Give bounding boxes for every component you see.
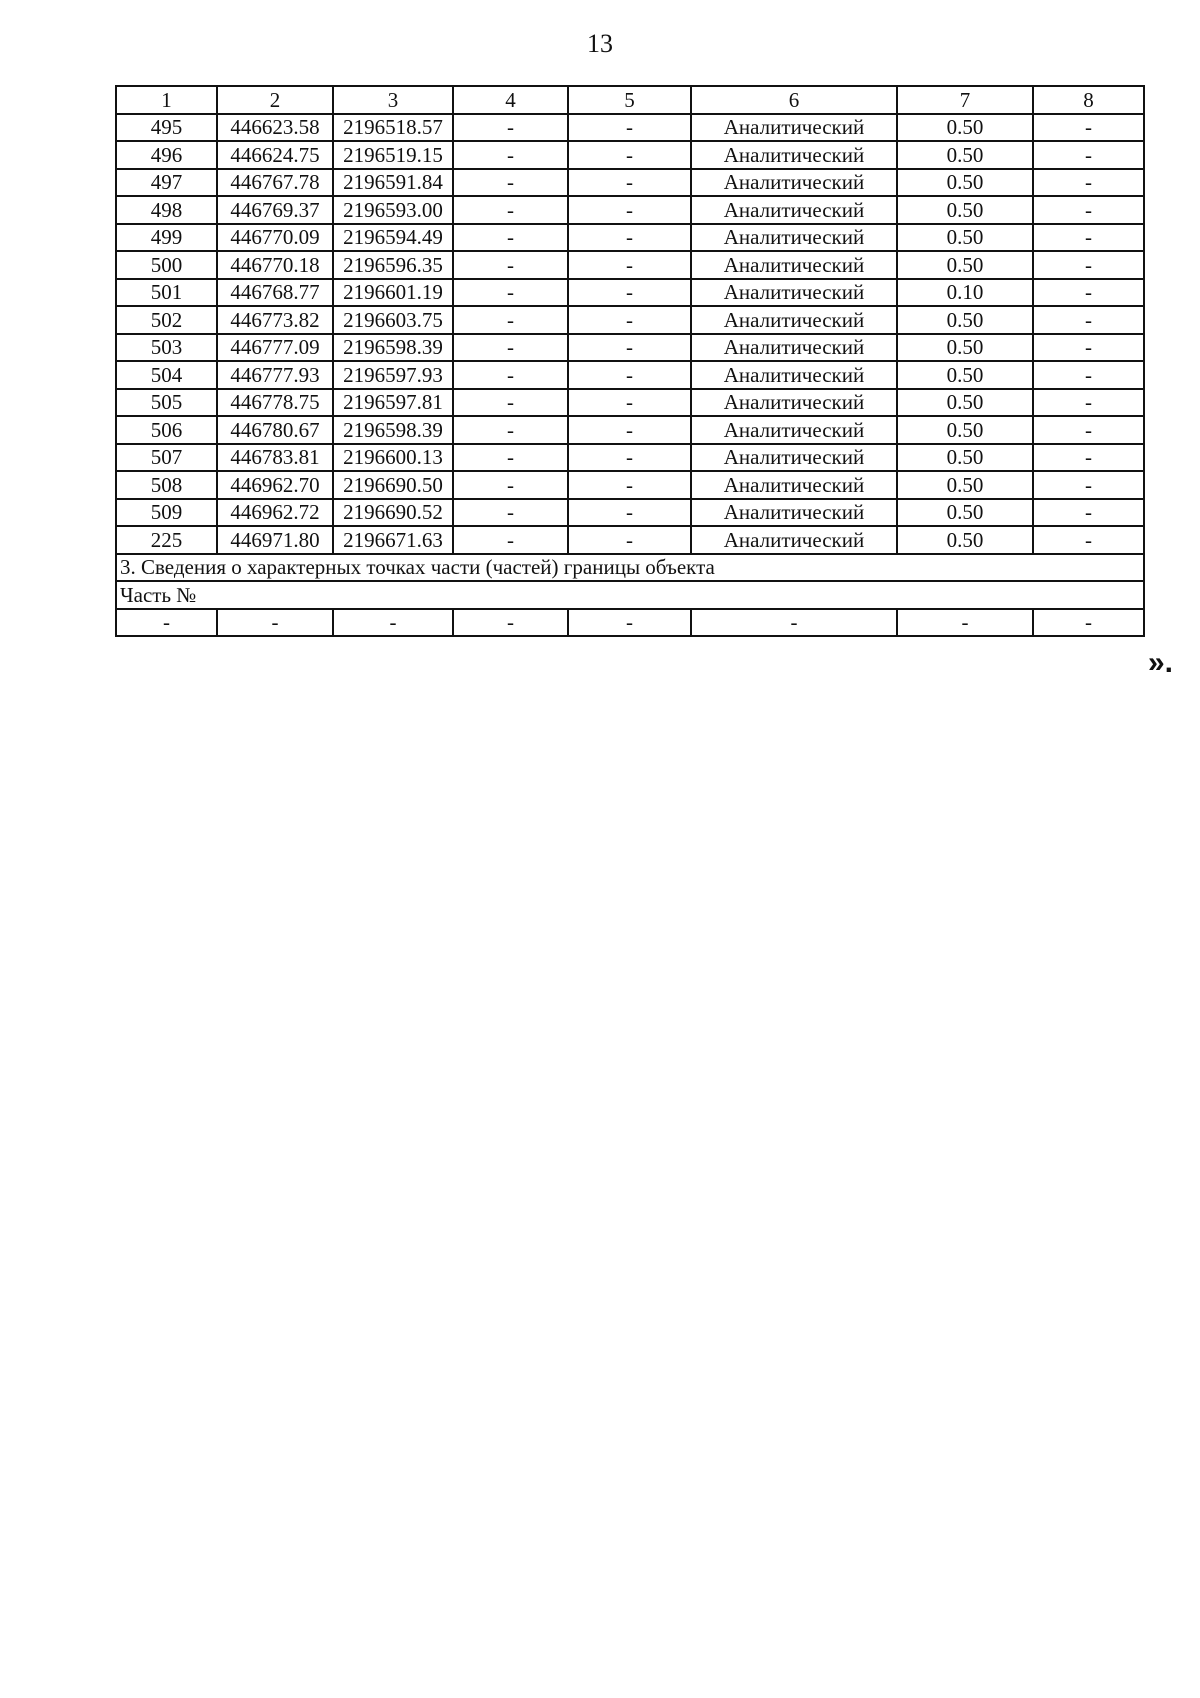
cell-method: Аналитический [691,334,897,362]
cell-point-number: 499 [116,224,217,252]
cell-column-5-value: - [568,334,691,362]
cell-column-8-value: - [1033,416,1144,444]
cell-coordinate-x: - [217,609,333,637]
cell-column-8-value: - [1033,251,1144,279]
cell-point-number: 503 [116,334,217,362]
column-number-5: 5 [568,86,691,114]
cell-column-5-value: - [568,169,691,197]
cell-coordinate-x: 446767.78 [217,169,333,197]
cell-method: Аналитический [691,306,897,334]
cell-coordinate-y: 2196671.63 [333,526,453,554]
table-row [116,306,1144,334]
cell-coordinate-x: 446770.18 [217,251,333,279]
cell-accuracy: 0.50 [897,334,1033,362]
empty-table-row [116,609,1144,637]
cell-point-number: 497 [116,169,217,197]
table-row [116,444,1144,472]
cell-point-number: 509 [116,499,217,527]
cell-accuracy: 0.50 [897,169,1033,197]
column-number-3: 3 [333,86,453,114]
cell-column-4-value: - [453,306,568,334]
cell-coordinate-y: 2196591.84 [333,169,453,197]
cell-coordinate-x: 446962.72 [217,499,333,527]
cell-method: Аналитический [691,416,897,444]
cell-column-4-value: - [453,416,568,444]
table-row [116,169,1144,197]
cell-column-8-value: - [1033,361,1144,389]
cell-point-number: - [116,609,217,637]
table-row [116,251,1144,279]
cell-column-5-value: - [568,416,691,444]
cell-coordinate-y: 2196519.15 [333,141,453,169]
cell-accuracy: 0.50 [897,361,1033,389]
cell-column-4-value: - [453,609,568,637]
cell-coordinate-x: 446783.81 [217,444,333,472]
cell-column-5-value: - [568,251,691,279]
page-number: 13 [587,29,613,58]
table-row [116,416,1144,444]
section-title-row [116,554,1144,582]
cell-point-number: 225 [116,526,217,554]
cell-method: Аналитический [691,141,897,169]
cell-point-number: 505 [116,389,217,417]
section-title: 3. Сведения о характерных точках части (частей) границы объекта [116,554,1144,582]
cell-column-4-value: - [453,169,568,197]
cell-column-8-value: - [1033,196,1144,224]
cell-accuracy: 0.50 [897,526,1033,554]
cell-point-number: 498 [116,196,217,224]
cell-column-5-value: - [568,279,691,307]
cell-column-4-value: - [453,471,568,499]
cell-coordinate-x: 446971.80 [217,526,333,554]
cell-accuracy: 0.50 [897,224,1033,252]
table-header-row [116,86,1144,114]
cell-accuracy: 0.50 [897,444,1033,472]
cell-method: Аналитический [691,251,897,279]
table-row [116,141,1144,169]
cell-accuracy: - [897,609,1033,637]
cell-column-5-value: - [568,361,691,389]
cell-accuracy: 0.50 [897,196,1033,224]
cell-coordinate-y: 2196690.52 [333,499,453,527]
cell-coordinate-y: 2196603.75 [333,306,453,334]
cell-method: Аналитический [691,444,897,472]
cell-accuracy: 0.50 [897,251,1033,279]
cell-column-4-value: - [453,334,568,362]
boundary-points-table [115,85,1145,637]
cell-accuracy: 0.50 [897,389,1033,417]
table-row [116,114,1144,142]
cell-column-8-value: - [1033,444,1144,472]
cell-coordinate-x: 446624.75 [217,141,333,169]
cell-column-4-value: - [453,499,568,527]
cell-point-number: 508 [116,471,217,499]
cell-coordinate-y: 2196600.13 [333,444,453,472]
cell-point-number: 496 [116,141,217,169]
cell-coordinate-y: 2196597.93 [333,361,453,389]
table-row [116,526,1144,554]
table-row [116,499,1144,527]
cell-column-8-value: - [1033,306,1144,334]
cell-column-8-value: - [1033,389,1144,417]
cell-method: Аналитический [691,389,897,417]
cell-column-5-value: - [568,499,691,527]
cell-coordinate-y: 2196594.49 [333,224,453,252]
cell-accuracy: 0.50 [897,416,1033,444]
cell-point-number: 507 [116,444,217,472]
table-row [116,361,1144,389]
cell-coordinate-y: 2196598.39 [333,416,453,444]
table-container [115,85,1143,637]
cell-column-8-value: - [1033,609,1144,637]
column-number-2: 2 [217,86,333,114]
cell-coordinate-y: 2196596.35 [333,251,453,279]
cell-method: Аналитический [691,526,897,554]
cell-column-4-value: - [453,526,568,554]
cell-column-5-value: - [568,141,691,169]
cell-accuracy: 0.50 [897,141,1033,169]
cell-coordinate-x: 446777.93 [217,361,333,389]
cell-accuracy: 0.50 [897,471,1033,499]
cell-column-5-value: - [568,609,691,637]
cell-point-number: 495 [116,114,217,142]
cell-column-8-value: - [1033,279,1144,307]
cell-method: Аналитический [691,361,897,389]
table-row [116,471,1144,499]
table-row [116,279,1144,307]
cell-method: - [691,609,897,637]
cell-coordinate-y: 2196518.57 [333,114,453,142]
cell-point-number: 504 [116,361,217,389]
column-number-6: 6 [691,86,897,114]
part-label: Часть № [116,581,1144,609]
table-row [116,389,1144,417]
cell-column-5-value: - [568,196,691,224]
cell-column-8-value: - [1033,169,1144,197]
cell-point-number: 501 [116,279,217,307]
closing-quote-mark: ». [1148,646,1174,679]
cell-coordinate-x: 446769.37 [217,196,333,224]
cell-column-5-value: - [568,444,691,472]
cell-coordinate-y: 2196597.81 [333,389,453,417]
cell-coordinate-y: 2196593.00 [333,196,453,224]
cell-accuracy: 0.50 [897,306,1033,334]
cell-method: Аналитический [691,471,897,499]
cell-coordinate-x: 446768.77 [217,279,333,307]
column-number-1: 1 [116,86,217,114]
cell-accuracy: 0.10 [897,279,1033,307]
cell-point-number: 500 [116,251,217,279]
cell-column-8-value: - [1033,114,1144,142]
column-number-8: 8 [1033,86,1144,114]
table-body [116,86,1144,636]
cell-column-4-value: - [453,251,568,279]
cell-column-5-value: - [568,306,691,334]
cell-column-4-value: - [453,141,568,169]
cell-coordinate-x: 446780.67 [217,416,333,444]
cell-method: Аналитический [691,279,897,307]
cell-point-number: 502 [116,306,217,334]
column-number-7: 7 [897,86,1033,114]
cell-column-4-value: - [453,114,568,142]
cell-coordinate-x: 446778.75 [217,389,333,417]
cell-column-4-value: - [453,361,568,389]
cell-accuracy: 0.50 [897,499,1033,527]
cell-column-4-value: - [453,196,568,224]
cell-column-5-value: - [568,389,691,417]
part-label-row [116,581,1144,609]
cell-column-4-value: - [453,444,568,472]
cell-coordinate-x: 446962.70 [217,471,333,499]
cell-column-8-value: - [1033,499,1144,527]
cell-coordinate-x: 446773.82 [217,306,333,334]
cell-point-number: 506 [116,416,217,444]
cell-method: Аналитический [691,169,897,197]
cell-method: Аналитический [691,196,897,224]
cell-column-4-value: - [453,279,568,307]
cell-column-5-value: - [568,471,691,499]
cell-coordinate-x: 446623.58 [217,114,333,142]
cell-column-8-value: - [1033,141,1144,169]
cell-method: Аналитический [691,224,897,252]
cell-column-5-value: - [568,114,691,142]
cell-coordinate-y: - [333,609,453,637]
cell-column-8-value: - [1033,526,1144,554]
cell-column-4-value: - [453,389,568,417]
cell-coordinate-x: 446770.09 [217,224,333,252]
cell-column-8-value: - [1033,224,1144,252]
cell-column-5-value: - [568,526,691,554]
cell-accuracy: 0.50 [897,114,1033,142]
cell-coordinate-y: 2196601.19 [333,279,453,307]
cell-column-4-value: - [453,224,568,252]
cell-column-8-value: - [1033,334,1144,362]
cell-method: Аналитический [691,499,897,527]
table-row [116,196,1144,224]
cell-method: Аналитический [691,114,897,142]
cell-column-5-value: - [568,224,691,252]
cell-coordinate-y: 2196690.50 [333,471,453,499]
cell-coordinate-x: 446777.09 [217,334,333,362]
cell-coordinate-y: 2196598.39 [333,334,453,362]
cell-column-8-value: - [1033,471,1144,499]
table-row [116,224,1144,252]
column-number-4: 4 [453,86,568,114]
table-row [116,334,1144,362]
